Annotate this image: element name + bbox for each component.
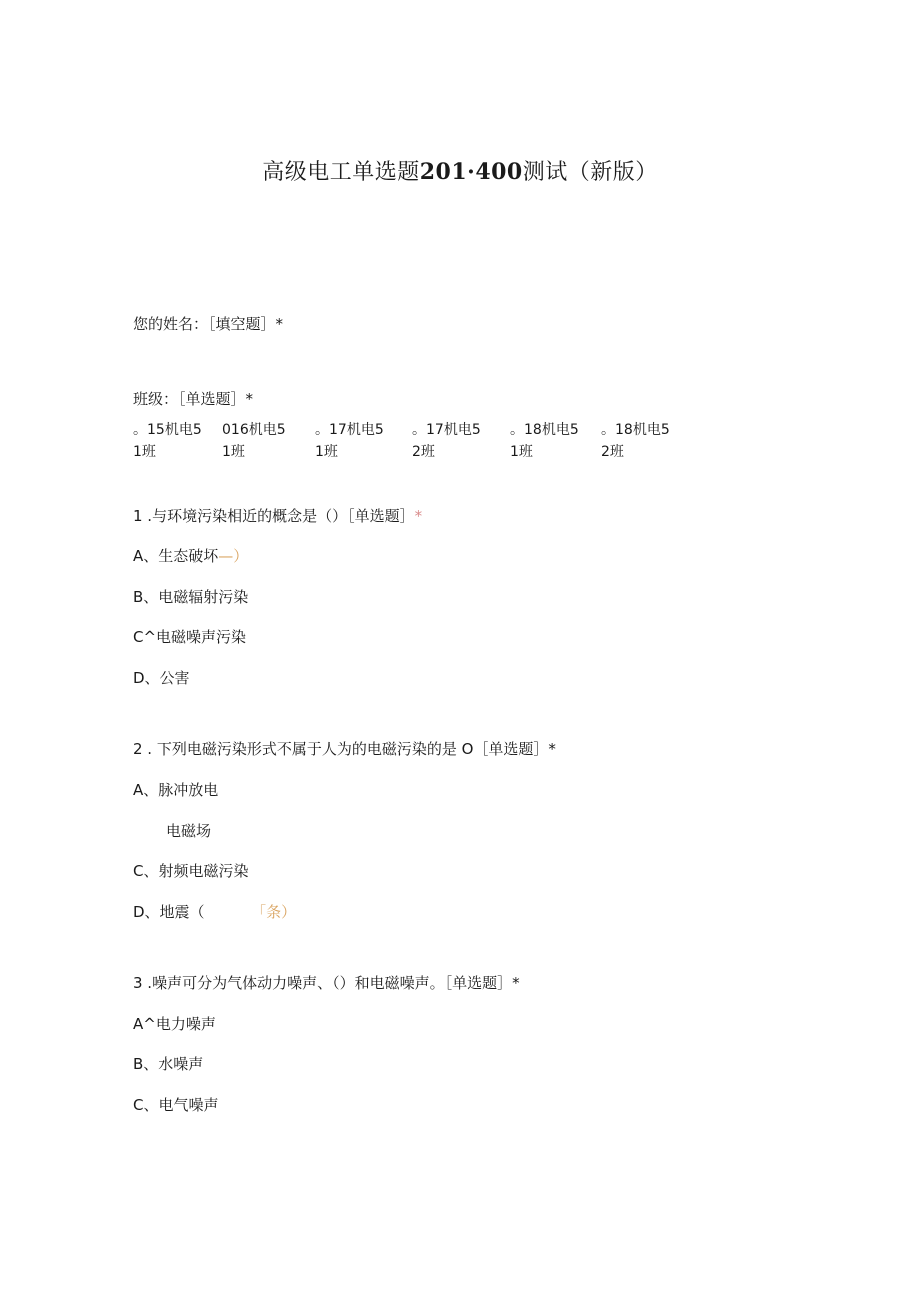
question-1-option-c[interactable]: C^电磁噪声污染 [133, 628, 247, 646]
class-option-line1: 。17机电5 [315, 422, 384, 438]
question-2-option-a[interactable]: A、脉冲放电 [133, 781, 219, 799]
class-option-line2: 1班 [315, 444, 338, 460]
question-2-option-c[interactable]: C、射频电磁污染 [133, 862, 249, 880]
question-1-text [133, 505, 422, 526]
class-option-line2: 1班 [133, 444, 156, 460]
class-option[interactable] [315, 419, 384, 463]
question-2-option-d[interactable] [133, 901, 296, 922]
option-label: A、生态破坏 [133, 547, 219, 565]
question-3-option-c[interactable]: C、电气噪声 [133, 1096, 219, 1114]
class-option-line1: 016机电5 [222, 422, 286, 438]
title-prefix: 高级电工单选题 [262, 160, 420, 185]
class-option-line2: 2班 [412, 444, 435, 460]
question-2-text: 2 . 下列电磁污染形式不属于人为的电磁污染的是 O［单选题］* [133, 740, 556, 758]
option-hint: 「条） [258, 903, 297, 921]
page-title [0, 155, 920, 186]
question-2-option-b[interactable]: 电磁场 [166, 822, 212, 840]
class-option[interactable] [601, 419, 670, 463]
question-3-text: 3 .噪声可分为气体动力噪声、（）和电磁噪声。［单选题］* [133, 974, 520, 992]
question-1-label: 1 .与环境污染相近的概念是（）［单选题］ [133, 507, 415, 525]
question-1-option-d[interactable]: D、公害 [133, 669, 190, 687]
class-option-line2: 2班 [601, 444, 624, 460]
class-option[interactable] [222, 419, 286, 463]
question-1-option-a[interactable] [133, 545, 248, 566]
question-3-option-b[interactable]: B、水噪声 [133, 1055, 204, 1073]
class-option[interactable] [412, 419, 481, 463]
required-star: * [414, 507, 423, 525]
class-option-line1: 。17机电5 [412, 422, 481, 438]
class-option[interactable] [510, 419, 579, 463]
class-option-line2: 1班 [222, 444, 245, 460]
question-3-option-a[interactable]: A^电力噪声 [133, 1015, 216, 1033]
class-option-line1: 。18机电5 [601, 422, 670, 438]
class-option-line1: 。18机电5 [510, 422, 579, 438]
option-hint: —） [218, 547, 249, 565]
class-question-label: 班级：［单选题］* [133, 390, 254, 408]
title-number: 201·400 [419, 159, 523, 185]
question-1-option-b[interactable]: B、电磁辐射污染 [133, 588, 249, 606]
class-option[interactable] [133, 419, 202, 463]
title-suffix: 测试（新版） [522, 160, 658, 185]
option-label: D、地震（ [133, 903, 205, 921]
class-option-line2: 1班 [510, 444, 533, 460]
class-option-line1: 。15机电5 [133, 422, 202, 438]
name-question-label: 您的姓名：［填空题］* [133, 315, 284, 333]
